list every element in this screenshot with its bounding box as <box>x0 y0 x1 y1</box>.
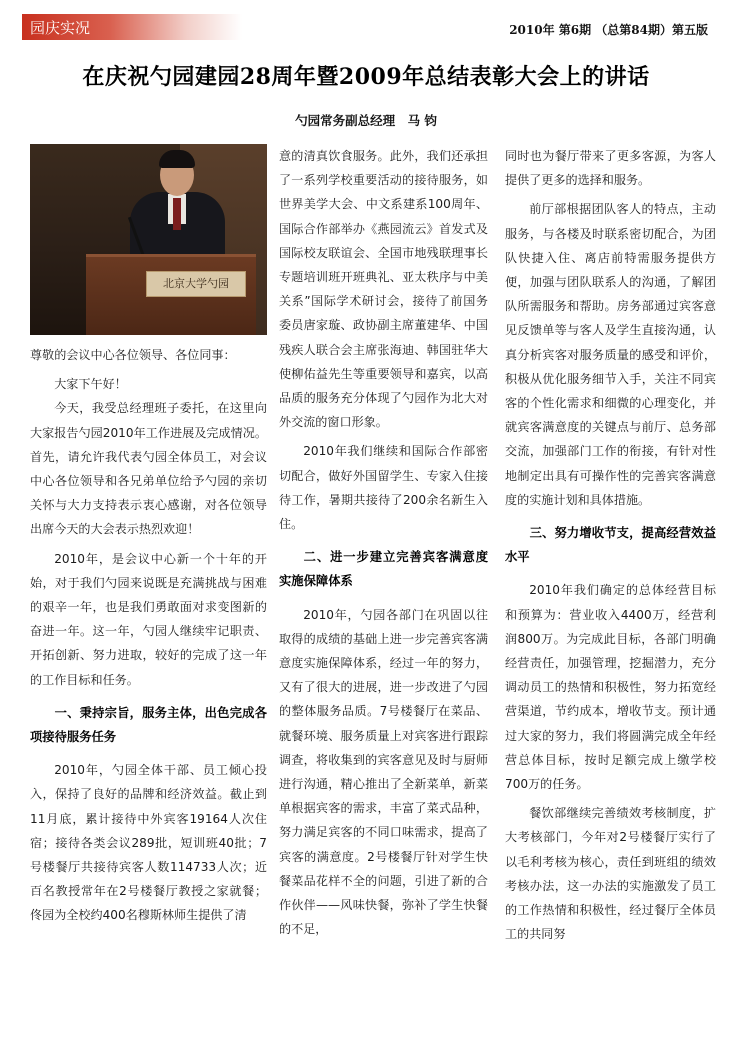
section-heading-3: 三、努力增收节支，提高经营效益水平 <box>505 526 716 565</box>
paragraph: 2010年我们确定的总体经营目标和预算为：营业收入4400万，经营利润800万。为完成此目标，各部门明确经营责任，加强管理，挖掘潜力，充分调动员工的热情和积极性，努力拓宽经营渠道，节约成本，增收节支。预计通过大家的努力，我们将圆满完成全年经营总体目标，按时足额完成上缴学校700万的任务。 <box>505 583 716 792</box>
paragraph: 意的清真饮食服务。此外，我们还承担了一系列学校重要活动的接待服务，如世界美学大会、中文系建系100周年、国际合作部举办《燕园流云》首发式及国际校友联谊会、全国市地残联理事长专题培训班开班典礼、亚太秩序与中美关系”国际学术研讨会，接待了前国务委员唐家璇、政协副主席董建华、中国残疾人联合会主席张海迪、韩国驻华大使柳佑益先生等重要领导和嘉宾，以高品质的服务充分体现了勺园作为北大对外交流的窗口形象。 <box>279 149 488 430</box>
issue-info: 2010年 第6期 （总第84期）第五版 <box>509 23 708 37</box>
article-byline: 勺园常务副总经理 马 钧 <box>295 113 437 128</box>
speaker-photo <box>30 144 267 335</box>
paragraph: 2010年，勺园全体干部、员工倾心投入，保持了良好的品牌和经济效益。截止到11月底，累计接待中外宾客19164人次住宿；接待各类会议289批，短训班40批；7号楼餐厅共接待宾客人数114733人次；近百名教授常年在2号楼餐厅教授之家就餐；佟园为全校约400名穆斯林师生提供了清 <box>30 763 267 923</box>
section-heading-2: 二、进一步建立完善宾客满意度实施保障体系 <box>279 550 488 589</box>
section-tag <box>22 14 242 40</box>
paragraph: 今天，我受总经理班子委托，在这里向大家报告勺园2010年工作进展及完成情况。首先，请允许我代表勺园全体员工，对会议中心各位领导和各兄弟单位给予勺园的亲切关怀与大力支持表示衷心感谢，对各位领导出席今天的大会表示热烈欢迎！ <box>30 401 267 537</box>
column-1 <box>30 343 267 928</box>
greeting: 大家下午好！ <box>54 377 127 392</box>
article-title: 在庆祝勺园建园28周年暨2009年总结表彰大会上的讲话 <box>82 64 650 90</box>
paragraph: 2010年，是会议中心新一个十年的开始，对于我们勺园来说既是充满挑战与困难的艰辛一年，也是我们勇敢面对求变图新的奋进一年。这一年，勺园人继续牢记职责、开拓创新、努力进取，较好的完成了这一年的工作目标和任务。 <box>30 551 267 687</box>
photo-speaker-hair <box>159 150 195 168</box>
page-header <box>0 0 732 42</box>
paragraph: 2010年，勺园各部门在巩固以往取得的成绩的基础上进一步完善宾客满意度实施保障体系，经过一年的努力，又有了很大的进展，进一步改进了勺园的整体服务品质。7号楼餐厅在菜品、就餐环境、服务质量上对宾客进行跟踪调查，将收集到的宾客意见及时与厨师进行沟通，精心推出了全新菜单，新菜单根据宾客的需求，丰富了菜式品种，努力满足宾客的不同口味需求，提高了宾客的满意度。2号楼餐厅针对学生快餐菜品花样不全的问题，引进了新的合作伙伴——风味快餐，弥补了学生快餐的不足， <box>279 607 488 937</box>
photo-tie <box>173 198 181 230</box>
paragraph: 同时也为餐厅带来了更多客源，为客人提供了更多的选择和服务。 <box>505 149 716 188</box>
section-heading-1: 一、秉持宗旨，服务主体，出色完成各项接待服务任务 <box>30 705 267 745</box>
paragraph: 2010年我们继续和国际合作部密切配合，做好外国留学生、专家入住接待工作，暑期共接待了200余名新生入住。 <box>279 444 488 532</box>
podium-plate: 北京大学勺园 <box>146 271 246 297</box>
column-2 <box>279 144 488 942</box>
paragraph: 餐饮部继续完善绩效考核制度，扩大考核部门，今年对2号楼餐厅实行了以毛利考核为核心，责任到班组的绩效考核办法，这一办法的实施激发了员工的工作热情和积极性，经过餐厅全体员工的共同努 <box>505 806 716 942</box>
photo-podium <box>86 254 256 335</box>
salutation: 尊敬的会议中心各位领导、各位同事： <box>30 348 236 362</box>
paragraph: 前厅部根据团队客人的特点，主动服务，与各楼及时联系密切配合，为团队快捷入住、离店前特需服务提供方便，加强与团队联系人的沟通，了解团队所需服务和帮助。房务部通过宾客意见反馈单等与客人及学生直接沟通，认真分析宾客对服务质量的感受和评价，积极从优化服务细节入手，关注不同宾客的个性化需求和细微的心理变化，并就宾客满意度的关键点与前厅、总务部交流，加强部门工作的衔接，有针对性地制定出具有可操作性的完善宾客满意度的实施计划和具体措施。 <box>505 202 716 507</box>
section-tag-label: 园庆实况 <box>30 19 91 37</box>
column-3 <box>505 144 716 947</box>
